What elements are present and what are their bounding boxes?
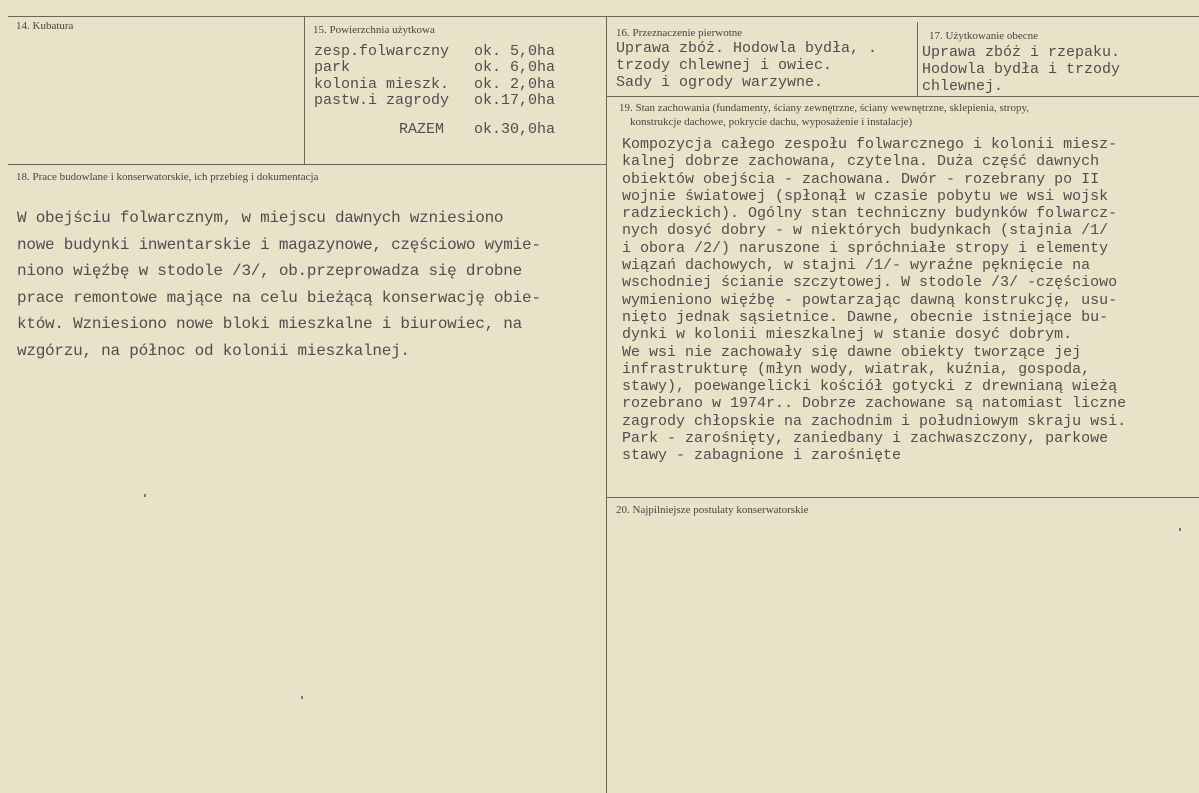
condition-text: Kompozycja całego zespołu folwarcznego i kolonii miesz- kalnej dobrze zachowana, czytelna. Duża część dawnych obiektów obejścia - zachowana. Dwór - rozebrany po II wojnie światowej (spłonął w czasie pobytu we wsi wojsk radzieckich). Ogólny stan techniczny budynków folwarcz- nych dosyć dobry - w niektórych budynkach (stajnia /1/ i obora /2/) naruszone i spróchniałe stropy i elementy wiązań dachowych, w stajni /1/- wyraźne pęknięcie na wschodniej ścianie szczytowej. W stodole /3/ -częściowo wymieniono więźbę - powtarzając dawną konstrukcję, usu- nięto jednak sąsietnice. Dawne, obecnie istniejące bu- dynki w kolonii mieszkalnej w stanie dosyć dobrym. We wsi nie zachowały się dawne obiekty tworzące jej infrastrukturę (młyn wody, wiatrak, kuźnia, gospoda, stawy), poewangelicki kościół gotycki z drewnianą wieżą rozebrano w 1974r.. Dobrze zachowane są natomiast liczne zagrody chłopskie na zachodnim i południowym skraju wsi. Park - zarośnięty, zaniedbany i zachwaszczony, parkowe stawy - zabagnione i zarośnięte — [622, 136, 1127, 465]
divider-left-top — [8, 164, 606, 165]
paper-speck — [301, 696, 303, 699]
section-20-label: 20. Najpilniejsze postulaty konserwatorskie — [616, 504, 809, 516]
section-14-label: 14. Kubatura — [16, 20, 74, 32]
section-15-label: 15. Powierzchnia użytkowa — [313, 24, 435, 36]
divider-16-17 — [917, 22, 918, 96]
original-purpose-text: Uprawa zbóż. Hodowla bydła, . trzody chlewnej i owiec. Sady i ogrody warzywne. — [616, 40, 878, 91]
area-total-row — [399, 121, 555, 138]
divider-14-15 — [304, 17, 305, 165]
area-row: park ok. 6,0ha — [314, 59, 556, 77]
area-row: pastw.i zagrody ok.17,0ha — [314, 91, 556, 109]
divider-19-20 — [607, 497, 1199, 498]
divider-16-19 — [607, 96, 1199, 97]
center-divider — [606, 17, 607, 793]
area-row: kolonia mieszk. ok. 2,0ha — [314, 75, 556, 93]
construction-works-text: W obejściu folwarcznym, w miejscu dawnych wzniesiono nowe budynki inwentarskie i magazynowe, częściowo wymie- niono więźbę w stodole /3/, ob.przeprowadza się drobne prace remontowe mające na celu bieżącą konserwację obie- któw. Wzniesiono nowe bloki mieszkalne i biurowiec, na wzgórzu, na północ od kolonii mieszkalnej. — [17, 209, 541, 360]
section-19-label-line1: 19. Stan zachowania (fundamenty, ściany zewnętrzne, ściany wewnętrzne, sklepienia, stropy, — [619, 102, 1030, 114]
area-total-name: RAZEM — [399, 121, 445, 138]
top-border — [8, 16, 1199, 17]
area-total-value: ok.30,0ha — [474, 121, 556, 138]
section-16-label: 16. Przeznaczenie pierwotne — [616, 27, 743, 39]
section-18-label: 18. Prace budowlane i konserwatorskie, ich przebieg i dokumentacja — [16, 171, 319, 183]
paper-speck — [1179, 528, 1181, 531]
current-use-text: Uprawa zbóż i rzepaku. Hodowla bydła i trzody chlewnej. — [922, 44, 1121, 95]
paper-speck — [144, 494, 146, 497]
area-row: zesp.folwarczny ok. 5,0ha — [314, 43, 556, 60]
section-19-label-line2: konstrukcje dachowe, pokrycie dachu, wyposażenie i instalacje) — [630, 116, 913, 128]
section-17-label: 17. Użytkowanie obecne — [929, 30, 1039, 42]
usable-area-table — [314, 43, 555, 108]
